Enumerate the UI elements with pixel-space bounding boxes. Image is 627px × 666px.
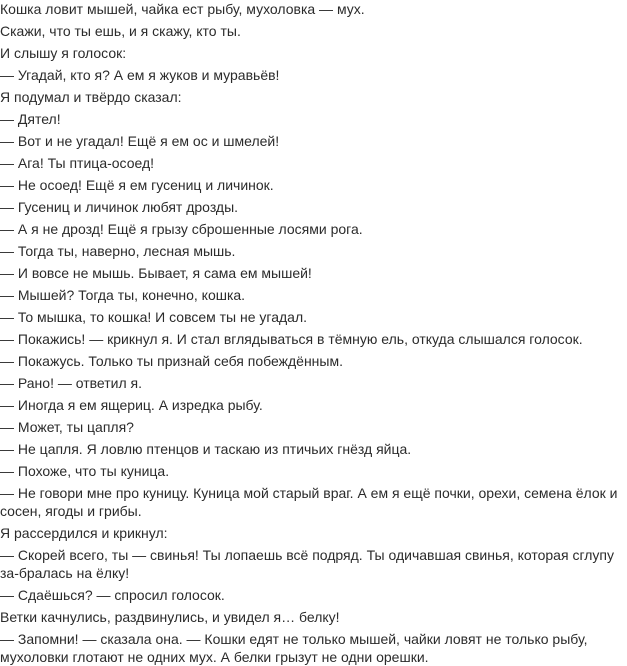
- paragraph: — Дятел!: [0, 111, 61, 127]
- paragraph: — Тогда ты, наверно, лесная мышь.: [0, 243, 236, 259]
- paragraph: — Скорей всего, ты — свинья! Ты лопаешь всё подряд. Ты одичавшая свинья, которая сглупу за-бралась на ёлку!: [0, 547, 614, 581]
- paragraph: — Сдаёшься? — спросил голосок.: [0, 587, 225, 603]
- paragraph: — Гусениц и личинок любят дрозды.: [0, 199, 239, 215]
- paragraph: Скажи, что ты ешь, и я скажу, кто ты.: [0, 23, 241, 39]
- paragraph: — Запомни! — сказала она. — Кошки едят не только мышей, чайки ловят не только рыбу, мухоловки глотают не одних мух. А белки грызут не одни орешки.: [0, 631, 588, 665]
- paragraph: — Покажись! — крикнул я. И стал вглядываться в тёмную ель, откуда слышался голосок.: [0, 331, 583, 347]
- paragraph: Кошка ловит мышей, чайка ест рыбу, мухоловка — мух.: [0, 1, 365, 17]
- paragraph: — Вот и не угадал! Ещё я ем ос и шмелей!: [0, 133, 280, 149]
- paragraph: — Не осоед! Ещё я ем гусениц и личинок.: [0, 177, 274, 193]
- paragraph: — Ага! Ты птица-осоед!: [0, 155, 155, 171]
- paragraph: — Мышей? Тогда ты, конечно, кошка.: [0, 287, 246, 303]
- paragraph: — Не цапля. Я ловлю птенцов и таскаю из птичьих гнёзд яйца.: [0, 441, 412, 457]
- paragraph: — Не говори мне про куницу. Куница мой старый враг. А ем я ещё почки, орехи, семена ёлок и сосен, ягоды и грибы.: [0, 485, 618, 519]
- paragraph: Я подумал и твёрдо сказал:: [0, 89, 182, 105]
- paragraph: — Может, ты цапля?: [0, 419, 134, 435]
- paragraph: — Иногда я ем ящериц. А изредка рыбу.: [0, 397, 263, 413]
- paragraph: И слышу я голосок:: [0, 45, 127, 61]
- paragraph: — Рано! — ответил я.: [0, 375, 142, 391]
- paragraph: — Угадай, кто я? А ем я жуков и муравьёв!: [0, 67, 280, 83]
- paragraph: — Покажусь. Только ты признай себя побеждённым.: [0, 353, 343, 369]
- paragraph: Я рассердился и крикнул:: [0, 525, 168, 541]
- paragraph: — То мышка, то кошка! И совсем ты не угадал.: [0, 309, 308, 325]
- paragraph: — Похоже, что ты куница.: [0, 463, 170, 479]
- paragraph: — А я не дрозд! Ещё я грызу сброшенные лосями рога.: [0, 221, 363, 237]
- paragraph: Ветки качнулись, раздвинулись, и увидел я… белку!: [0, 609, 340, 625]
- paragraph: — И вовсе не мышь. Бывает, я сама ем мышей!: [0, 265, 312, 281]
